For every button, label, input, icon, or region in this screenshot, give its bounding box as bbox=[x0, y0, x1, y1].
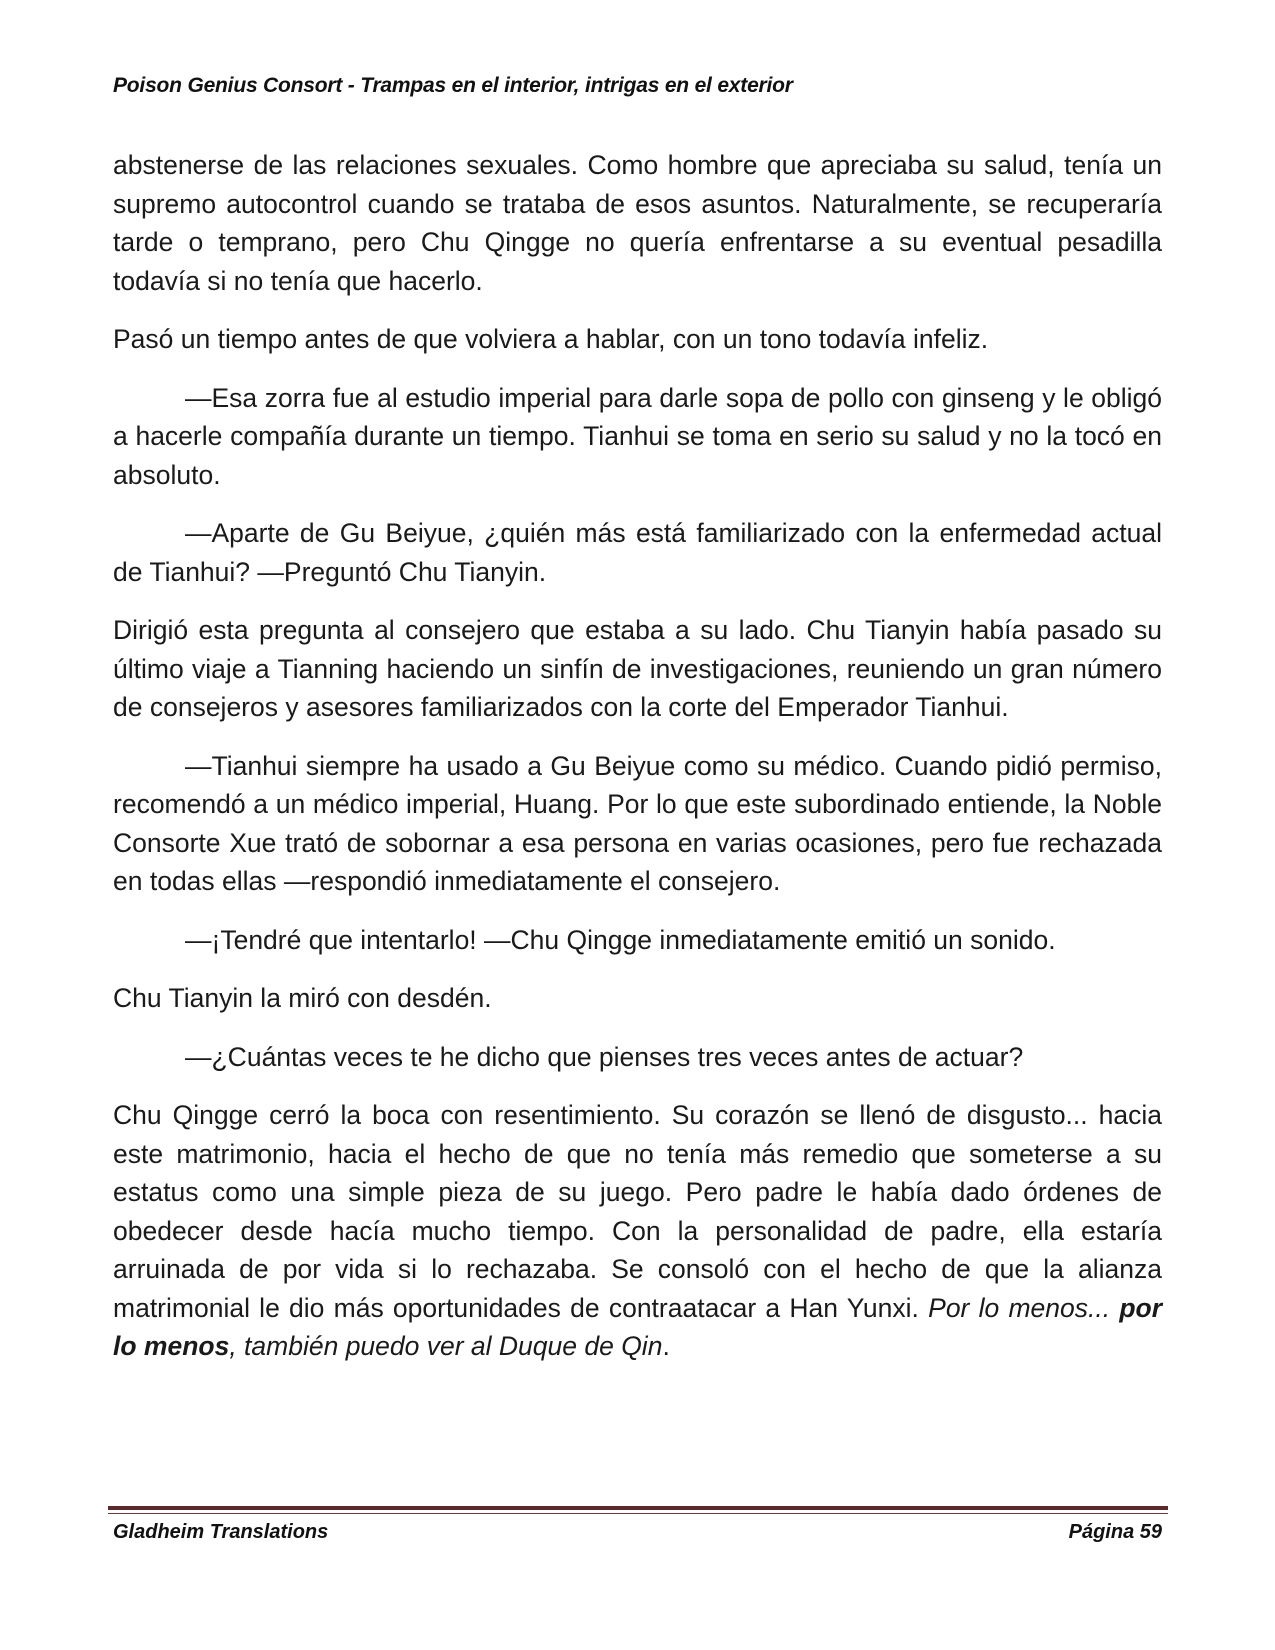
inner-thought-emphasis: por lo menos bbox=[113, 1292, 1163, 1361]
paragraph: Dirigió esta pregunta al consejero que estaba a su lado. Chu Tianyin había pasado su último viaje a Tianning haciendo un sinfín de investigaciones, reuniendo un gran número de consejeros y asesores familiarizados con la corte del Emperador Tianhui. bbox=[113, 615, 1162, 722]
paragraph: Pasó un tiempo antes de que volviera a hablar, con un tono todavía infeliz. bbox=[113, 324, 989, 354]
dialogue-paragraph: —¡Tendré que intentarlo! —Chu Qingge inmediatamente emitió un sonido. bbox=[185, 924, 1056, 955]
page-number: Página 59 bbox=[1068, 1521, 1162, 1543]
final-paragraph bbox=[113, 1096, 1162, 1366]
page-body bbox=[113, 146, 1162, 1366]
inner-thought-italic: Por lo menos... bbox=[928, 1292, 1120, 1323]
final-period: . bbox=[662, 1331, 670, 1361]
page-header-title: Poison Genius Consort - Trampas en el interior, intrigas en el exterior bbox=[113, 74, 793, 97]
dialogue-paragraph: —Esa zorra fue al estudio imperial para darle sopa de pollo con ginseng y le obligó a hacerle compañía durante un tiempo. Tianhui se toma en serio su salud y no la tocó en absoluto. bbox=[113, 382, 1162, 490]
dialogue-paragraph: —¿Cuántas veces te he dicho que pienses tres veces antes de actuar? bbox=[185, 1041, 1024, 1072]
dialogue-paragraph: —Tianhui siempre ha usado a Gu Beiyue como su médico. Cuando pidió permiso, recomendó a un médico imperial, Huang. Por lo que este subordinado entiende, la Noble Consorte Xue trató de sobornar a esa persona en varias ocasiones, pero fue rechazada en todas ellas —respondió inmediatamente el consejero. bbox=[113, 750, 1162, 896]
footer-divider bbox=[108, 1506, 1168, 1510]
footer-divider-thin bbox=[108, 1513, 1168, 1514]
paragraph: Chu Tianyin la miró con desdén. bbox=[113, 983, 492, 1013]
footer-credit: Gladheim Translations bbox=[113, 1521, 329, 1543]
final-paragraph-text: Chu Qingge cerró la boca con resentimiento. Su corazón se llenó de disgusto... hacia este matrimonio, hacia el hecho de que no tenía más remedio que someterse a su estatus como una simple pieza de su juego. Pero padre le había dado órdenes de obedecer desde hacía mucho tiempo. Con la personalidad de padre, ella estaría arruinada de por vida si lo rechazaba. Se consoló con el hecho de que la alianza matrimonial le dio más oportunidades de contraatacar a Han Yunxi. bbox=[113, 1100, 1162, 1323]
paragraph: abstenerse de las relaciones sexuales. Como hombre que apreciaba su salud, tenía un supremo autocontrol cuando se trataba de esos asuntos. Naturalmente, se recuperaría tarde o temprano, pero Chu Qingge no quería enfrentarse a su eventual pesadilla todavía si no tenía que hacerlo. bbox=[113, 150, 1162, 296]
inner-thought-italic: , también puedo ver al Duque de Qin bbox=[229, 1331, 663, 1361]
dialogue-paragraph: —Aparte de Gu Beiyue, ¿quién más está familiarizado con la enfermedad actual de Tianhui? —Preguntó Chu Tianyin. bbox=[113, 518, 1162, 587]
